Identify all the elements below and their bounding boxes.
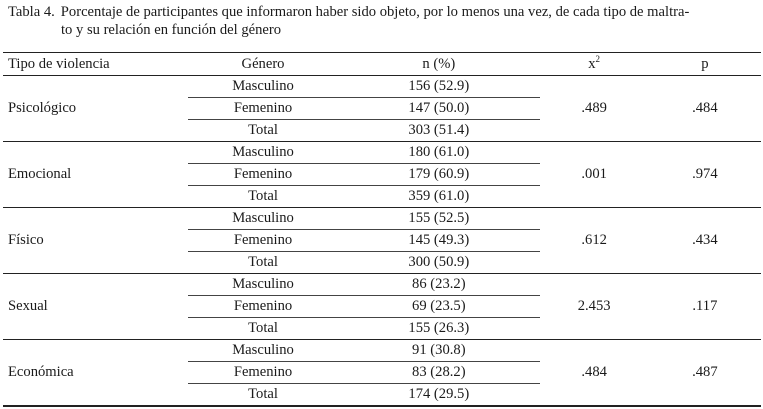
gender-cell: Total: [188, 384, 338, 407]
count-percent-cell: 83 (28.2): [338, 362, 539, 384]
count-percent-cell: 180 (61.0): [338, 142, 539, 164]
header-chi-sup: 2: [595, 53, 601, 64]
header-n: n (%): [338, 53, 539, 76]
count-percent-cell: 155 (26.3): [338, 318, 539, 340]
chi-square-cell: .489: [581, 100, 607, 116]
violence-type-cell: Físico: [3, 208, 188, 274]
gender-cell: Femenino: [188, 164, 338, 186]
count-percent-cell: 300 (50.9): [338, 252, 539, 274]
header-chi-base: x: [588, 55, 596, 72]
header-p: p: [649, 53, 761, 76]
violence-type-cell: Psicológico: [8, 100, 77, 116]
count-percent-cell: 147 (50.0): [338, 98, 539, 120]
header-type: Tipo de violencia: [3, 53, 188, 76]
gender-cell: Total: [188, 318, 338, 340]
gender-cell: Masculino: [188, 274, 338, 296]
count-percent-cell: 303 (51.4): [338, 120, 539, 142]
data-table: [3, 52, 761, 407]
chi-square-cell: .612: [540, 208, 649, 274]
chi-square-cell: 2.453: [540, 274, 649, 340]
count-percent-cell: 174 (29.5): [338, 384, 539, 407]
table-row: [3, 274, 761, 296]
count-percent-cell: 359 (61.0): [338, 186, 539, 208]
p-value-cell: .484: [692, 100, 718, 116]
gender-cell: Masculino: [188, 142, 338, 164]
p-value-cell: .434: [649, 208, 761, 274]
header-row: [3, 53, 761, 76]
count-percent-cell: 156 (52.9): [408, 78, 470, 94]
violence-type-cell: Sexual: [3, 274, 188, 340]
p-value-cell: .487: [649, 340, 761, 407]
caption-label: Tabla 4.: [8, 4, 55, 20]
gender-cell: Masculino: [188, 340, 338, 362]
table-row: [3, 76, 761, 98]
gender-cell: Total: [188, 252, 338, 274]
table-row: [3, 142, 761, 164]
gender-cell: Femenino: [188, 98, 338, 120]
gender-cell: Total: [188, 186, 338, 208]
count-percent-cell: 91 (30.8): [338, 340, 539, 362]
violence-type-cell: Emocional: [3, 142, 188, 208]
violence-type-cell: Económica: [3, 340, 188, 407]
p-value-cell: .117: [649, 274, 761, 340]
caption-line-1: Porcentaje de participantes que informaron haber sido objeto, por lo menos una vez, de cada tipo de maltra-: [60, 4, 690, 20]
chi-square-cell: .001: [540, 142, 649, 208]
count-percent-cell: 145 (49.3): [338, 230, 539, 252]
header-gender: Género: [188, 53, 338, 76]
p-value-cell: .974: [649, 142, 761, 208]
count-percent-cell: 86 (23.2): [338, 274, 539, 296]
gender-cell: Total: [188, 120, 338, 142]
table-caption: [8, 3, 760, 39]
gender-cell: Femenino: [188, 230, 338, 252]
gender-cell: Masculino: [232, 78, 294, 94]
table-row: [3, 340, 761, 362]
count-percent-cell: 69 (23.5): [338, 296, 539, 318]
header-chi-square: [540, 53, 649, 76]
table-row: [3, 208, 761, 230]
caption-line-2: to y su relación en función del género: [61, 22, 282, 38]
count-percent-cell: 179 (60.9): [338, 164, 539, 186]
table-body: [3, 76, 761, 407]
gender-cell: Femenino: [188, 362, 338, 384]
gender-cell: Femenino: [188, 296, 338, 318]
chi-square-cell: .484: [540, 340, 649, 407]
gender-cell: Masculino: [188, 208, 338, 230]
count-percent-cell: 155 (52.5): [338, 208, 539, 230]
